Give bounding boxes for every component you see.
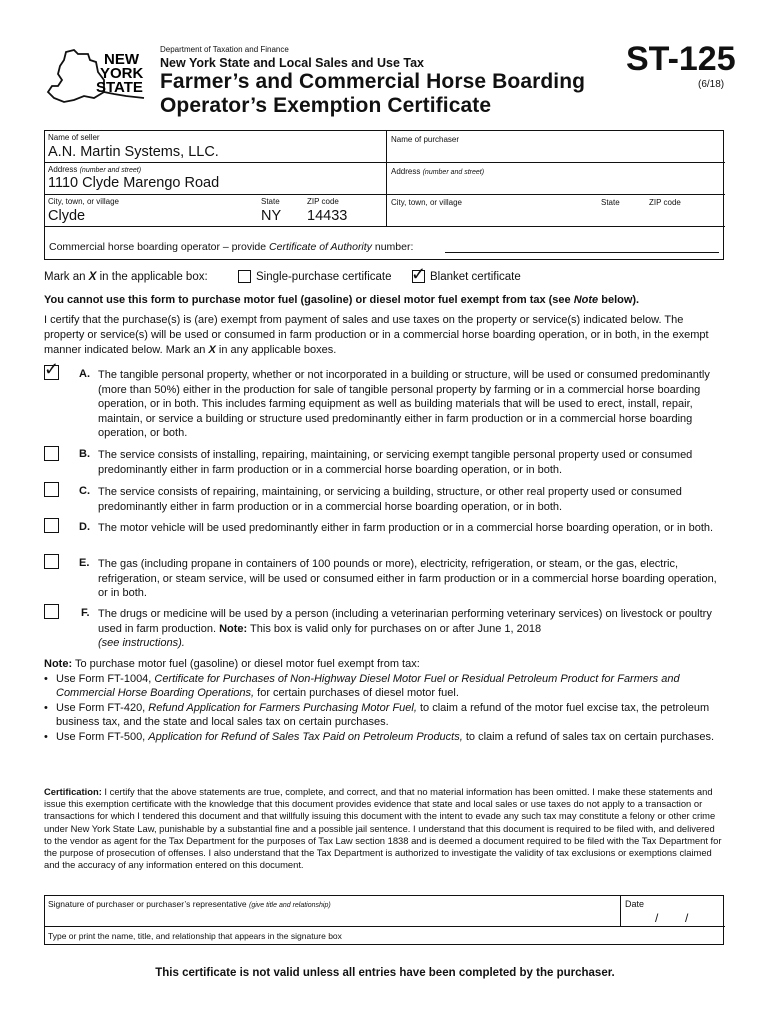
seller-zip-value[interactable]: 14433 <box>307 208 348 224</box>
signature-field[interactable] <box>45 896 620 926</box>
purchaser-address-label: Address (number and street) <box>391 167 485 176</box>
item-d-letter: D. <box>79 521 90 533</box>
purchaser-state-label: State <box>601 198 620 207</box>
seller-zip-label: ZIP code <box>307 197 339 206</box>
note-bullet-ft500: • Use Form FT-500, Application for Refund of Sales Tax Paid on Petroleum Products, to claim a refund of sales tax on certain purchases. <box>44 730 715 743</box>
item-a-checkmark-icon: ✓ <box>44 359 60 379</box>
note-bullet-ft1004: • Use Form FT-1004, Certificate for Purchases of Non-Highway Diesel Motor Fuel or Residual Petroleum Product for Farmers and Commercial Horse Boarding Operations, for certain purchases of diesel motor fuel. <box>44 672 680 699</box>
item-a-letter: A. <box>79 368 90 380</box>
purchaser-name-label: Name of purchaser <box>391 135 460 144</box>
blanket-label: Blanket certificate <box>430 271 521 283</box>
item-f-text: The drugs or medicine will be used by a person (including a veterinarian performing veterinary services) on livestock or poultry used in farm production. Note: This box is valid only for purchases on or after June 1, 2018 (see instructions). <box>98 608 712 649</box>
item-c-checkbox[interactable] <box>44 482 59 497</box>
seller-state-label: State <box>261 197 280 206</box>
form-subtitle: New York State and Local Sales and Use Tax <box>160 56 424 70</box>
form-title-line2: Operator’s Exemption Certificate <box>160 94 492 117</box>
department-name: Department of Taxation and Finance <box>160 45 289 54</box>
seller-name-label: Name of seller <box>48 133 100 142</box>
motor-fuel-note: Note: To purchase motor fuel (gasoline) or diesel motor fuel exempt from tax: • Use Form FT-1004, Certificate for Purchases of Non-Highway Diesel Motor Fuel or Residual Petroleum Product for Farmers and Commercial Horse Boarding Operations, for certain purchases of diesel motor fuel. • Use Form FT-420, Refund Application for Farmers Purchasing Motor Fuel, to claim a refund of the motor fuel excise tax, the petroleum business tax, and the state and local sales tax on certain purchases. • Use Form FT-500, Application for Refund of Sales Tax Paid on Petroleum Products, to claim a refund of sales tax on certain purchases. <box>44 657 724 744</box>
item-a-text: The tangible personal property, whether or not incorporated in a building or structure, will be used or consumed predominantly (more than 50%) either in the production for sale of tangible personal property by farming or in a commercial horse boarding operation, or in both. This includes farming equipment as well as building materials that will be used to erect, install, repair, maintain, or service a building or structure used predominantly either in farm production or in a commercial horse boarding operation, or both. <box>98 369 710 439</box>
form-number: ST-125 <box>626 40 736 78</box>
motor-fuel-warning: You cannot use this form to purchase motor fuel (gasoline) or diesel motor fuel exempt from tax (see Note below). <box>44 294 640 306</box>
item-f-checkbox[interactable] <box>44 604 59 619</box>
certify-intro: I certify that the purchase(s) is (are) exempt from payment of sales and use taxes on the property or service(s) indicated below. The property or service(s) will be used or consumed in farm production or in a commercial horse boarding operation, or in both, in the exempt manner indicated below. Mark an X in any applicable boxes. <box>44 314 709 356</box>
date-field[interactable]: / / <box>655 911 689 925</box>
form-title-line1: Farmer’s and Commercial Horse Boarding <box>160 70 586 93</box>
seller-city-value[interactable]: Clyde <box>48 208 86 224</box>
print-name-field[interactable] <box>45 927 725 945</box>
item-c-text: The service consists of repairing, maintaining, or servicing a building, structure, or other real property used or consumed predominantly either in farm production or in a commercial horse boarding operation, or in both. <box>98 486 682 513</box>
certificate-type-prompt: Mark an X in the applicable box: <box>44 271 208 283</box>
item-e-letter: E. <box>79 557 90 569</box>
item-b-letter: B. <box>79 448 90 460</box>
item-f-letter: F. <box>81 607 90 619</box>
item-d-text: The motor vehicle will be used predominantly either in farm production or in a commercial horse boarding operation, or in both. <box>98 522 714 534</box>
logo-text-state: STATE <box>96 79 143 96</box>
logo-text-york: YORK <box>100 65 144 82</box>
seller-city-label: City, town, or village <box>48 197 119 206</box>
seller-name-value[interactable]: A.N. Martin Systems, LLC. <box>48 144 219 160</box>
authority-label: Commercial horse boarding operator – provide Certificate of Authority number: <box>49 241 414 253</box>
date-label: Date <box>625 899 645 909</box>
seller-purchaser-table <box>44 130 724 260</box>
purchaser-city-label: City, town, or village <box>391 198 462 207</box>
purchaser-zip-label: ZIP code <box>649 198 681 207</box>
certification-statement: Certification: I certify that the above statements are true, complete, and correct, and that no material information has been omitted. I make these statements and issue this exemption certificate with the knowledge that this document provides evidence that state and local sales or use taxes do not apply to a transaction or transactions for which I tendered this document and that willfully issuing this document with the intent to evade any such tax may constitute a felony or other crime under New York State Law, punishable by a substantial fine and a possible jail sentence. I understand that this document is required to be filed with, and delivered to the vendor as agent for the Tax Department for the purposes of Tax Law section 1838 and is deemed a document required to be filed with the Tax Department for the purpose of prosecution of offenses. I also understand that the Tax Department is authorized to investigate the validity of tax exclusions or exemptions claimed and the accuracy of any information entered on this document. <box>44 786 722 871</box>
signature-label: Signature of purchaser or purchaser’s representative (give title and relationship) <box>48 899 331 909</box>
item-c-letter: C. <box>79 485 90 497</box>
seller-address-value[interactable]: 1110 Clyde Marengo Road <box>48 175 220 191</box>
form-revision: (6/18) <box>698 79 725 90</box>
single-purchase-checkbox[interactable] <box>238 270 251 283</box>
new-york-state-logo <box>44 46 152 108</box>
note-bullet-ft420: • Use Form FT-420, Refund Application for Farmers Purchasing Motor Fuel, to claim a refund of the motor fuel excise tax, the petroleum business tax, and the state and local sales tax on certain purchases. <box>44 701 710 728</box>
item-b-checkbox[interactable] <box>44 446 59 461</box>
seller-address-label: Address (number and street) <box>48 165 142 174</box>
signature-table <box>44 895 724 945</box>
item-e-checkbox[interactable] <box>44 554 59 569</box>
item-d-checkbox[interactable] <box>44 518 59 533</box>
single-purchase-label: Single-purchase certificate <box>256 271 392 283</box>
print-name-label: Type or print the name, title, and relationship that appears in the signature box <box>48 931 342 941</box>
item-b-text: The service consists of installing, repairing, maintaining, or servicing exempt tangible personal property used or consumed predominantly either in farm production or in a commercial horse boarding operation, or in both. <box>98 449 693 476</box>
logo-text-new: NEW <box>104 51 139 68</box>
blanket-checkmark-icon: ✓ <box>411 264 427 284</box>
item-e-text: The gas (including propane in containers of 100 pounds or more), electricity, refrigeration, or steam, or the gas, electric, refrigeration, or steam service, will be used or consumed either in farm production or in a commercial horse boarding operation, or in both. <box>98 558 717 599</box>
seller-state-value[interactable]: NY <box>261 208 282 224</box>
validity-footer: This certificate is not valid unless all entries have been completed by the purchaser. <box>155 967 615 979</box>
authority-number-field[interactable] <box>445 252 719 253</box>
